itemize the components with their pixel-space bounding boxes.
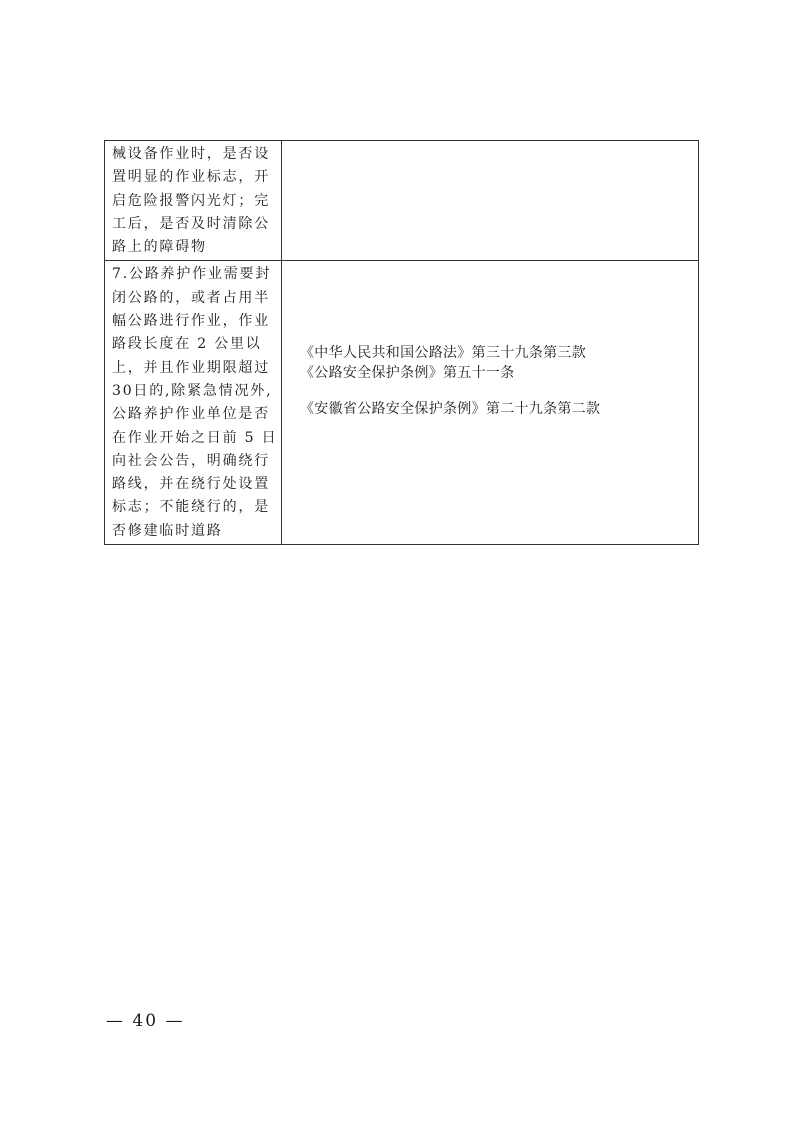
- item-line: 公路养护作业单位是否: [112, 406, 270, 423]
- item-line: 否修建临时道路: [112, 522, 223, 539]
- legal-basis-anhui-regulation: 《安徽省公路安全保护条例》第二十九条第二款: [300, 401, 601, 418]
- table-row: [105, 261, 699, 545]
- item-line: 在作业开始之日前 5 日: [112, 429, 278, 446]
- legal-basis-highway-safety-regulation: 《公路安全保护条例》第五十一条: [300, 365, 515, 382]
- item-line: 路段长度在 2 公里以: [112, 336, 262, 353]
- item-line: 路上的障碍物: [112, 239, 207, 256]
- legal-basis-list: [300, 343, 600, 419]
- legal-basis-cell: [282, 141, 699, 261]
- inspection-table: [104, 140, 699, 545]
- item-line: 7.公路养护作业需要封: [112, 266, 272, 283]
- inspection-item-cell: [105, 141, 282, 261]
- table-row: [105, 141, 699, 261]
- item-line: 工后，是否及时清除公: [112, 215, 270, 232]
- item-line: 向社会公告，明确绕行: [112, 452, 270, 469]
- inspection-item-cell: [105, 261, 282, 545]
- item-line: 械设备作业时，是否设: [112, 146, 270, 162]
- legal-basis-highway-law: 《中华人民共和国公路法》第三十九条第三款: [300, 345, 586, 362]
- item-line: 路线，并在绕行处设置: [112, 476, 270, 493]
- item-line: 启危险报警闪光灯；完: [112, 192, 270, 209]
- item-line: 30日的,除紧急情况外,: [112, 382, 273, 399]
- item-line: 上，并且作业期限超过: [112, 359, 270, 376]
- legal-basis-cell: [282, 261, 699, 545]
- item-line: 幅公路进行作业，作业: [112, 313, 270, 330]
- inspection-item-text: [105, 141, 281, 260]
- page-number: — 40 —: [106, 1011, 185, 1031]
- item-line: 闭公路的，或者占用半: [112, 289, 270, 306]
- inspection-item-text: [105, 261, 281, 544]
- item-line: 置明显的作业标志，开: [112, 169, 270, 186]
- item-line: 标志；不能绕行的，是: [112, 499, 270, 516]
